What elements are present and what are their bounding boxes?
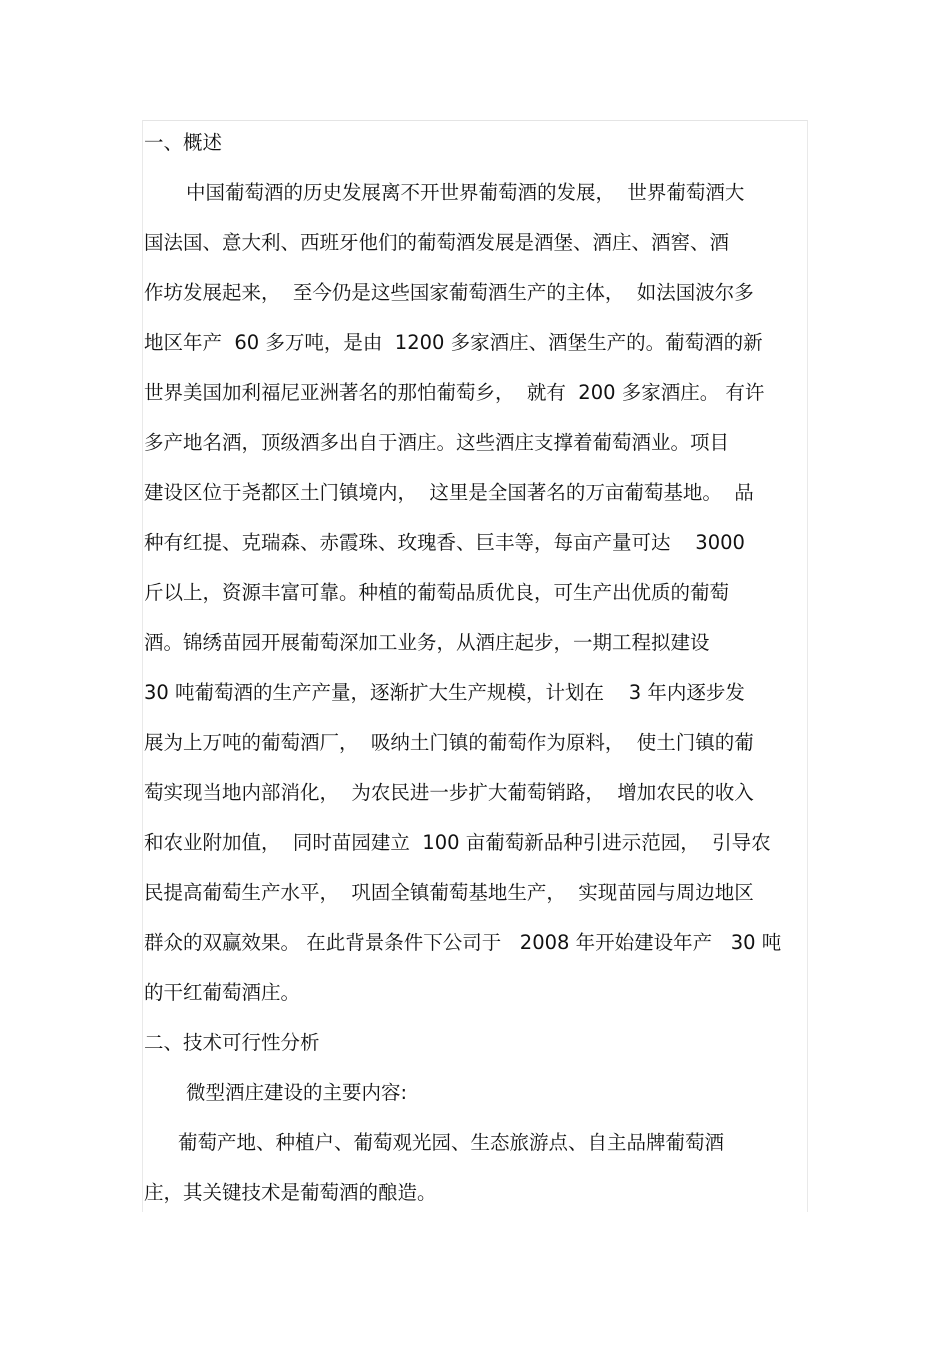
paragraph-line: 世界美国加利福尼亚洲著名的那怕葡萄乡， 就有 200 多家酒庄。 有许 <box>144 381 765 404</box>
paragraph-line: 群众的双赢效果。 在此背景条件下公司于 2008 年开始建设年产 30 吨 <box>144 931 782 954</box>
paragraph-line: 民提高葡萄生产水平， 巩固全镇葡萄基地生产， 实现苗园与周边地区 <box>144 881 754 904</box>
paragraph-line: 展为上万吨的葡萄酒厂， 吸纳土门镇的葡萄作为原料， 使土门镇的葡 <box>144 731 754 754</box>
section-heading-overview: 一、概述 <box>144 131 223 154</box>
section-heading-feasibility: 二、技术可行性分析 <box>144 1031 320 1054</box>
paragraph-line: 30 吨葡萄酒的生产产量，逐渐扩大生产规模，计划在 3 年内逐步发 <box>144 681 745 704</box>
paragraph-line: 葡萄产地、种植户、葡萄观光园、生态旅游点、自主品牌葡萄酒 <box>178 1131 725 1154</box>
paragraph-line: 建设区位于尧都区土门镇境内， 这里是全国著名的万亩葡萄基地。 品 <box>144 481 754 504</box>
document-body <box>144 118 806 1218</box>
paragraph-line: 国法国、意大利、西班牙他们的葡萄酒发展是酒堡、酒庄、酒窖、酒 <box>144 231 730 254</box>
overview-paragraph <box>144 168 806 1018</box>
paragraph-line: 种有红提、克瑞森、赤霞珠、玫瑰香、巨丰等，每亩产量可达 3000 <box>144 531 745 554</box>
paragraph-line: 的干红葡萄酒庄。 <box>144 981 301 1004</box>
paragraph-line: 酒。锦绣苗园开展葡萄深加工业务，从酒庄起步，一期工程拟建设 <box>144 631 710 654</box>
paragraph-line: 地区年产 60 多万吨，是由 1200 多家酒庄、酒堡生产的。葡萄酒的新 <box>144 331 763 354</box>
paragraph-line: 庄，其关键技术是葡萄酒的酿造。 <box>144 1181 437 1204</box>
paragraph-line: 萄实现当地内部消化， 为农民进一步扩大葡萄销路， 增加农民的收入 <box>144 781 754 804</box>
subheading: 微型酒庄建设的主要内容: <box>186 1081 408 1104</box>
paragraph-line: 和农业附加值， 同时苗园建立 100 亩葡萄新品种引进示范园， 引导农 <box>144 831 771 854</box>
paragraph-line: 作坊发展起来， 至今仍是这些国家葡萄酒生产的主体， 如法国波尔多 <box>144 281 754 304</box>
paragraph-line: 斤以上，资源丰富可靠。种植的葡萄品质优良，可生产出优质的葡萄 <box>144 581 730 604</box>
paragraph-line: 多产地名酒，顶级酒多出自于酒庄。这些酒庄支撑着葡萄酒业。项目 <box>144 431 730 454</box>
paragraph-line: 中国葡萄酒的历史发展离不开世界葡萄酒的发展， 世界葡萄酒大 <box>186 181 745 204</box>
feasibility-paragraph <box>144 1118 806 1218</box>
